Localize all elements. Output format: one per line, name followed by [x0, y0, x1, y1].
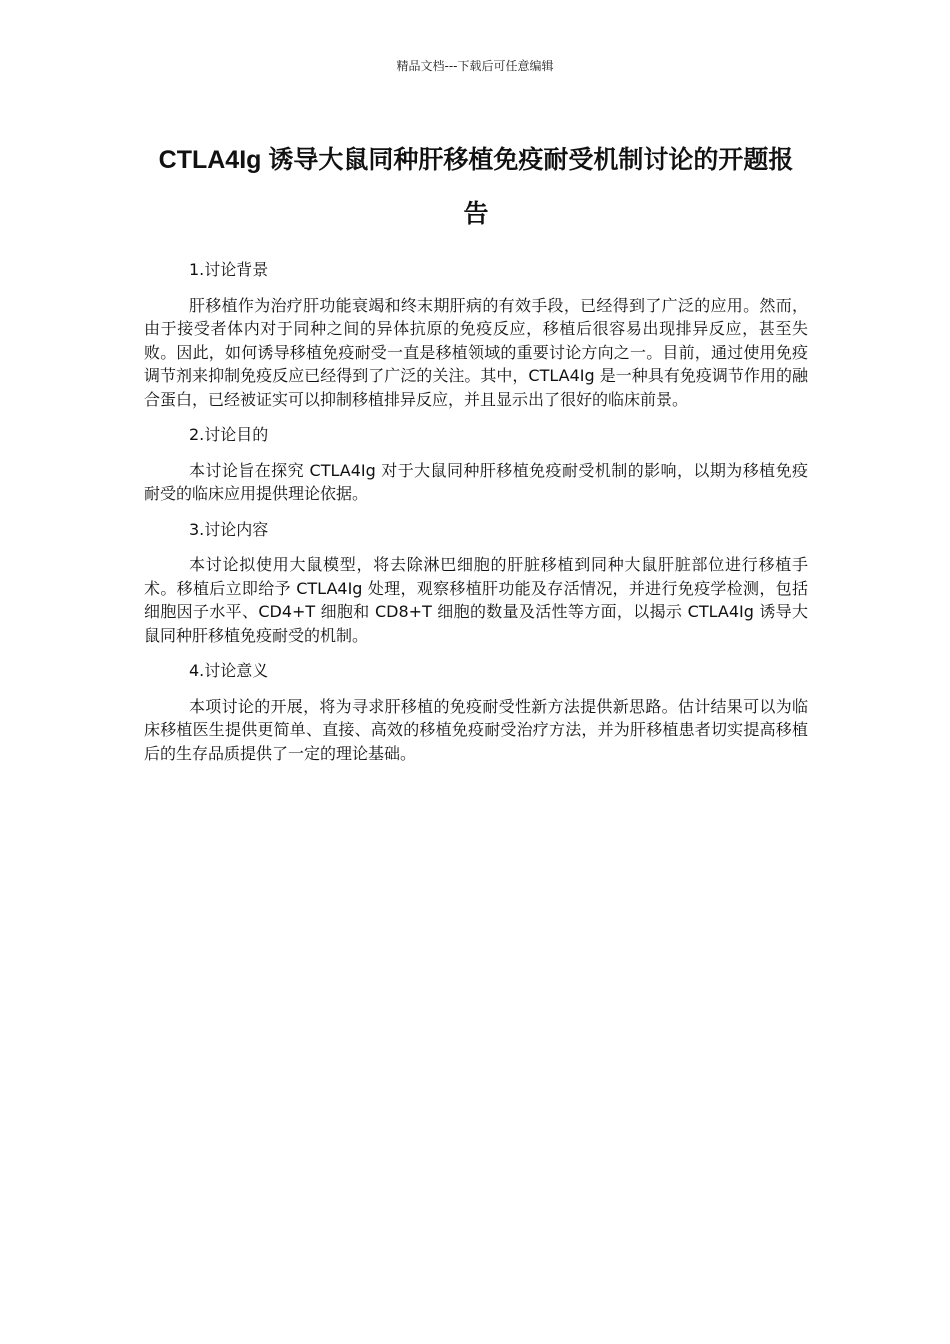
document-body: [144, 258, 808, 777]
section-paragraph: 肝移植作为治疗肝功能衰竭和终末期肝病的有效手段，已经得到了广泛的应用。然而，由于接受者体内对于同种之间的异体抗原的免疫反应，移植后很容易出现排异反应，甚至失败。因此，如何诱导移植免疫耐受一直是移植领域的重要讨论方向之一。目前，通过使用免疫调节剂来抑制免疫反应已经得到了广泛的关注。其中，CTLA4Ig 是一种具有免疫调节作用的融合蛋白，已经被证实可以抑制移植排异反应，并且显示出了很好的临床前景。: [144, 295, 808, 409]
section-heading: 4.讨论意义: [189, 661, 269, 680]
section-significance: [144, 659, 808, 765]
section-purpose: [144, 423, 808, 506]
section-content: [144, 518, 808, 648]
document-title: CTLA4Ig 诱导大鼠同种肝移植免疫耐受机制讨论的开题报告: [158, 146, 794, 228]
section-paragraph: 本讨论拟使用大鼠模型，将去除淋巴细胞的肝脏移植到同种大鼠肝脏部位进行移植手术。移植后立即给予 CTLA4Ig 处理，观察移植肝功能及存活情况，并进行免疫学检测，包括细胞因子水平、CD4+T 细胞和 CD8+T 细胞的数量及活性等方面，以揭示 CTLA4Ig 诱导大鼠同种肝移植免疫耐受的机制。: [144, 555, 808, 645]
section-paragraph: 本讨论旨在探究 CTLA4Ig 对于大鼠同种肝移植免疫耐受机制的影响，以期为移植免疫耐受的临床应用提供理论依据。: [144, 460, 808, 503]
section-heading: 1.讨论背景: [189, 260, 269, 279]
section-heading: 2.讨论目的: [189, 425, 269, 444]
section-background: [144, 258, 808, 411]
page-header: 精品文档---下载后可任意编辑: [396, 59, 554, 73]
section-paragraph: 本项讨论的开展，将为寻求肝移植的免疫耐受性新方法提供新思路。估计结果可以为临床移植医生提供更简单、直接、高效的移植免疫耐受治疗方法，并为肝移植患者切实提高移植后的生存品质提供了一定的理论基础。: [144, 696, 808, 763]
section-heading: 3.讨论内容: [189, 519, 269, 539]
